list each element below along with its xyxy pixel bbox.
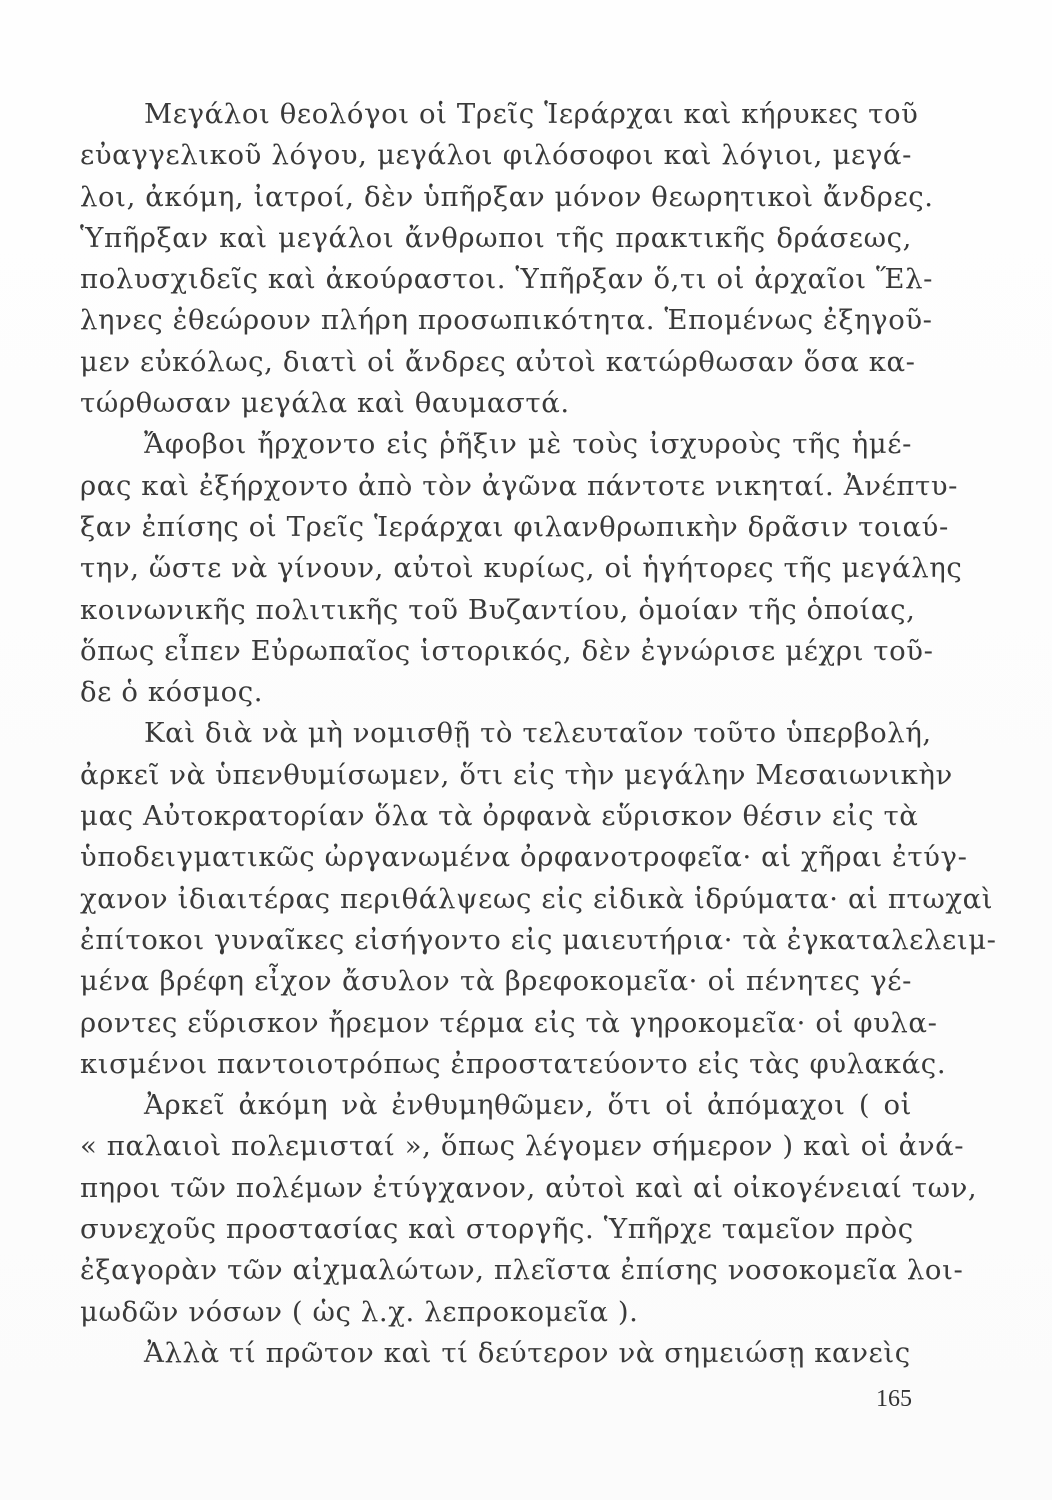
text-line: την, ὥστε νὰ γίνουν, αὐτοὶ κυρίως, οἱ ἡγήτορες τῆς μεγάλης (80, 552, 963, 585)
text-line: μεν εὐκόλως, διατὶ οἱ ἄνδρες αὐτοὶ κατώρθωσαν ὅσα κα- (80, 345, 916, 378)
text-line: εὐαγγελικοῦ λόγου, μεγάλοι φιλόσοφοι καὶ λόγιοι, μεγά- (80, 139, 912, 172)
text-line: ἐξαγορὰν τῶν αἰχμαλώτων, πλεῖστα ἐπίσης νοσοκομεῖα λοι- (80, 1254, 964, 1287)
text-line: « παλαιοὶ πολεμισταί », ὅπως λέγομεν σήμερον ) καὶ οἱ ἀνά- (80, 1130, 965, 1163)
text-line: Μεγάλοι θεολόγοι οἱ Τρεῖς Ἱεράρχαι καὶ κήρυκες τοῦ (144, 98, 919, 130)
text-line: κοινωνικῆς πολιτικῆς τοῦ Βυζαντίου, ὁμοίαν τῆς ὁποίας, (80, 593, 916, 626)
text-line: Ἀρκεῖ ἀκόμη νὰ ἐνθυμηθῶμεν, ὅτι οἱ ἀπόμαχοι ( οἱ (144, 1089, 912, 1122)
text-line: ὑποδειγματικῶς ὠργανωμένα ὀρφανοτροφεῖα· αἱ χῆραι ἐτύγ- (80, 841, 968, 874)
text-line: ἀρκεῖ νὰ ὑπενθυμίσωμεν, ὅτι εἰς τὴν μεγάλην Μεσαιωνικὴν (80, 758, 953, 791)
text-line: ἐπίτοκοι γυναῖκες εἰσήγοντο εἰς μαιευτήρια· τὰ ἐγκαταλελειμ- (80, 923, 997, 956)
text-line: χανον ἰδιαιτέρας περιθάλψεως εἰς εἰδικὰ ἱδρύματα· αἱ πτωχαὶ (80, 882, 994, 915)
text-line: Ἄφοβοι ἤρχοντο εἰς ῥῆξιν μὲ τοὺς ἰσχυροὺς τῆς ἡμέ- (144, 428, 912, 461)
text-line: τώρθωσαν μεγάλα καὶ θαυμαστά. (80, 387, 570, 420)
text-line: ξαν ἐπίσης οἱ Τρεῖς Ἱεράρχαι φιλανθρωπικὴν δρᾶσιν τοιαύ- (80, 510, 949, 543)
text-line: Ἀλλὰ τί πρῶτον καὶ τί δεύτερον νὰ σημειώσῃ κανεὶς (144, 1336, 911, 1369)
text-line: δε ὁ κόσμος. (80, 676, 264, 709)
text-line: Καὶ διὰ νὰ μὴ νομισθῇ τὸ τελευταῖον τοῦτο ὑπερβολή, (144, 717, 932, 750)
text-line: λοι, ἀκόμη, ἰατροί, δὲν ὑπῆρξαν μόνον θεωρητικοὶ ἄνδρες. (80, 180, 934, 213)
text-line: ὅπως εἶπεν Εὐρωπαῖος ἱστορικός, δὲν ἐγνώρισε μέχρι τοῦ- (80, 634, 934, 667)
text-line: μένα βρέφη εἶχον ἄσυλον τὰ βρεφοκομεῖα· οἱ πένητες γέ- (80, 965, 912, 998)
text-line: ρας καὶ ἐξήρχοντο ἀπὸ τὸν ἀγῶνα πάντοτε νικηταί. Ἀνέπτυ- (80, 469, 959, 502)
text-line: κισμένοι παντοιοτρόπως ἐπροστατεύοντο εἰς τὰς φυλακάς. (80, 1047, 947, 1080)
page-number: 165 (876, 1386, 912, 1412)
text-line: Ὑπῆρξαν καὶ μεγάλοι ἄνθρωποι τῆς πρακτικῆς δράσεως, (80, 221, 912, 254)
text-line: ληνες ἐθεώρουν πλήρη προσωπικότητα. Ἑπομένως ἐξηγοῦ- (80, 304, 933, 337)
text-line: μας Αὐτοκρατορίαν ὅλα τὰ ὀρφανὰ εὕρισκον θέσιν εἰς τὰ (80, 800, 919, 833)
text-line: πολυσχιδεῖς καὶ ἀκούραστοι. Ὑπῆρξαν ὅ,τι οἱ ἀρχαῖοι Ἕλ- (80, 263, 933, 296)
text-line: ροντες εὕρισκον ἤρεμον τέρμα εἰς τὰ γηροκομεῖα· οἱ φυλα- (80, 1006, 938, 1039)
text-line: πηροι τῶν πολέμων ἐτύγχανον, αὐτοὶ καὶ αἱ οἰκογένειαί των, (80, 1171, 978, 1204)
body-text (80, 94, 997, 1374)
text-line: συνεχοῦς προστασίας καὶ στοργῆς. Ὑπῆρχε ταμεῖον πρὸς (80, 1213, 914, 1246)
text-line: μωδῶν νόσων ( ὡς λ.χ. λεπροκομεῖα ). (80, 1295, 639, 1328)
